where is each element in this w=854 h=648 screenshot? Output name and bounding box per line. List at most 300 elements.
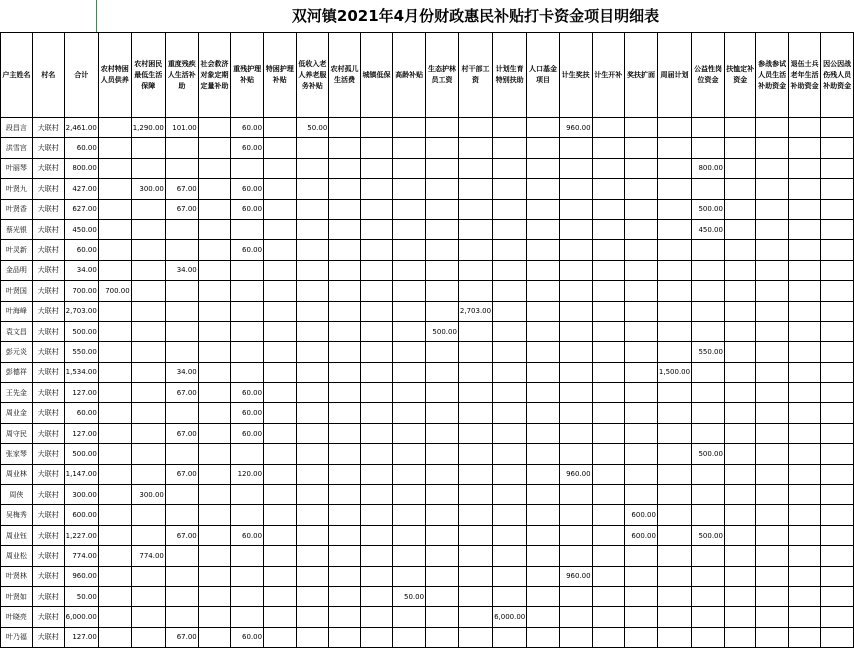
amount-cell[interactable] (592, 383, 624, 403)
amount-cell[interactable] (692, 505, 725, 525)
column-header[interactable]: 户主姓名 (1, 33, 33, 118)
amount-cell[interactable] (360, 199, 392, 219)
amount-cell[interactable] (98, 138, 131, 158)
amount-cell[interactable] (98, 444, 131, 464)
amount-cell[interactable] (724, 444, 755, 464)
amount-cell[interactable] (788, 546, 820, 566)
amount-cell[interactable] (264, 362, 296, 382)
amount-cell[interactable] (231, 586, 264, 606)
amount-cell[interactable] (329, 321, 360, 341)
amount-cell[interactable] (198, 342, 230, 362)
householder-name-cell[interactable]: 叶海峰 (1, 301, 33, 321)
amount-cell[interactable] (264, 342, 296, 362)
amount-cell[interactable] (657, 240, 691, 260)
amount-cell[interactable] (426, 138, 459, 158)
householder-name-cell[interactable]: 彭德祥 (1, 362, 33, 382)
amount-cell[interactable] (559, 179, 592, 199)
amount-cell[interactable] (131, 199, 165, 219)
amount-cell[interactable] (756, 505, 788, 525)
amount-cell[interactable]: 60.00 (231, 240, 264, 260)
village-cell[interactable]: 大联村 (32, 118, 64, 138)
amount-cell[interactable]: 960.00 (559, 566, 592, 586)
amount-cell[interactable] (296, 260, 329, 280)
amount-cell[interactable] (198, 383, 230, 403)
total-cell[interactable]: 60.00 (64, 240, 98, 260)
amount-cell[interactable] (592, 240, 624, 260)
amount-cell[interactable] (592, 219, 624, 239)
amount-cell[interactable] (724, 158, 755, 178)
village-cell[interactable]: 大联村 (32, 281, 64, 301)
amount-cell[interactable]: 6,000.00 (493, 607, 527, 627)
amount-cell[interactable] (98, 240, 131, 260)
total-cell[interactable]: 1,227.00 (64, 525, 98, 545)
amount-cell[interactable]: 960.00 (559, 464, 592, 484)
amount-cell[interactable] (692, 301, 725, 321)
amount-cell[interactable] (527, 403, 559, 423)
village-cell[interactable]: 大联村 (32, 383, 64, 403)
amount-cell[interactable] (458, 179, 492, 199)
amount-cell[interactable] (625, 383, 658, 403)
amount-cell[interactable] (329, 138, 360, 158)
amount-cell[interactable] (360, 525, 392, 545)
amount-cell[interactable] (625, 321, 658, 341)
amount-cell[interactable] (559, 138, 592, 158)
amount-cell[interactable] (131, 505, 165, 525)
amount-cell[interactable] (493, 301, 527, 321)
amount-cell[interactable] (198, 240, 230, 260)
amount-cell[interactable] (657, 607, 691, 627)
amount-cell[interactable] (296, 464, 329, 484)
amount-cell[interactable] (296, 607, 329, 627)
village-cell[interactable]: 大联村 (32, 444, 64, 464)
amount-cell[interactable] (458, 525, 492, 545)
amount-cell[interactable] (360, 118, 392, 138)
total-cell[interactable]: 960.00 (64, 566, 98, 586)
amount-cell[interactable] (264, 118, 296, 138)
amount-cell[interactable] (329, 260, 360, 280)
amount-cell[interactable] (821, 179, 854, 199)
total-cell[interactable]: 550.00 (64, 342, 98, 362)
amount-cell[interactable] (592, 464, 624, 484)
amount-cell[interactable] (198, 586, 230, 606)
amount-cell[interactable] (231, 342, 264, 362)
amount-cell[interactable] (756, 219, 788, 239)
amount-cell[interactable]: 67.00 (165, 423, 198, 443)
amount-cell[interactable] (360, 546, 392, 566)
amount-cell[interactable] (527, 362, 559, 382)
amount-cell[interactable] (756, 342, 788, 362)
householder-name-cell[interactable]: 周业钰 (1, 525, 33, 545)
householder-name-cell[interactable]: 王先金 (1, 383, 33, 403)
amount-cell[interactable] (458, 546, 492, 566)
amount-cell[interactable] (426, 464, 459, 484)
amount-cell[interactable] (592, 321, 624, 341)
amount-cell[interactable]: 500.00 (692, 444, 725, 464)
amount-cell[interactable] (821, 281, 854, 301)
amount-cell[interactable] (98, 525, 131, 545)
amount-cell[interactable] (329, 444, 360, 464)
amount-cell[interactable] (296, 281, 329, 301)
amount-cell[interactable] (329, 525, 360, 545)
amount-cell[interactable]: 67.00 (165, 464, 198, 484)
amount-cell[interactable] (165, 586, 198, 606)
column-header[interactable]: 合计 (64, 33, 98, 118)
amount-cell[interactable]: 60.00 (231, 383, 264, 403)
amount-cell[interactable] (559, 260, 592, 280)
amount-cell[interactable] (131, 403, 165, 423)
amount-cell[interactable] (264, 546, 296, 566)
amount-cell[interactable] (231, 362, 264, 382)
total-cell[interactable]: 2,461.00 (64, 118, 98, 138)
amount-cell[interactable] (724, 464, 755, 484)
amount-cell[interactable] (527, 179, 559, 199)
amount-cell[interactable] (458, 566, 492, 586)
amount-cell[interactable] (165, 240, 198, 260)
amount-cell[interactable] (493, 464, 527, 484)
column-header[interactable]: 扶恤定补资金 (724, 33, 755, 118)
column-header[interactable]: 计划生育特别扶助 (493, 33, 527, 118)
village-cell[interactable]: 大联村 (32, 566, 64, 586)
amount-cell[interactable] (625, 566, 658, 586)
amount-cell[interactable] (756, 362, 788, 382)
amount-cell[interactable] (493, 138, 527, 158)
amount-cell[interactable] (458, 281, 492, 301)
amount-cell[interactable] (625, 444, 658, 464)
village-cell[interactable]: 大联村 (32, 546, 64, 566)
amount-cell[interactable] (198, 505, 230, 525)
amount-cell[interactable] (821, 199, 854, 219)
amount-cell[interactable] (131, 566, 165, 586)
amount-cell[interactable] (493, 260, 527, 280)
amount-cell[interactable] (788, 260, 820, 280)
householder-name-cell[interactable]: 袁文昌 (1, 321, 33, 341)
amount-cell[interactable] (527, 464, 559, 484)
amount-cell[interactable] (493, 118, 527, 138)
amount-cell[interactable] (592, 260, 624, 280)
total-cell[interactable]: 800.00 (64, 158, 98, 178)
amount-cell[interactable] (329, 301, 360, 321)
amount-cell[interactable] (393, 362, 426, 382)
amount-cell[interactable] (393, 566, 426, 586)
amount-cell[interactable] (426, 485, 459, 505)
amount-cell[interactable] (296, 301, 329, 321)
amount-cell[interactable] (393, 546, 426, 566)
amount-cell[interactable] (592, 485, 624, 505)
amount-cell[interactable] (821, 260, 854, 280)
amount-cell[interactable] (131, 444, 165, 464)
amount-cell[interactable] (625, 260, 658, 280)
amount-cell[interactable] (788, 383, 820, 403)
village-cell[interactable]: 大联村 (32, 362, 64, 382)
amount-cell[interactable] (360, 342, 392, 362)
amount-cell[interactable] (165, 444, 198, 464)
amount-cell[interactable] (625, 586, 658, 606)
amount-cell[interactable] (493, 525, 527, 545)
amount-cell[interactable] (329, 240, 360, 260)
village-cell[interactable]: 大联村 (32, 423, 64, 443)
amount-cell[interactable] (296, 505, 329, 525)
amount-cell[interactable] (360, 219, 392, 239)
column-header[interactable]: 村名 (32, 33, 64, 118)
amount-cell[interactable] (231, 444, 264, 464)
amount-cell[interactable] (231, 505, 264, 525)
amount-cell[interactable] (393, 118, 426, 138)
amount-cell[interactable] (393, 301, 426, 321)
amount-cell[interactable] (329, 586, 360, 606)
amount-cell[interactable] (198, 219, 230, 239)
total-cell[interactable]: 500.00 (64, 321, 98, 341)
householder-name-cell[interactable]: 叶贤香 (1, 199, 33, 219)
village-cell[interactable]: 大联村 (32, 403, 64, 423)
amount-cell[interactable] (493, 403, 527, 423)
amount-cell[interactable] (625, 240, 658, 260)
amount-cell[interactable] (393, 138, 426, 158)
householder-name-cell[interactable]: 洪雪宫 (1, 138, 33, 158)
amount-cell[interactable] (559, 423, 592, 443)
amount-cell[interactable] (329, 281, 360, 301)
column-header[interactable]: 生态护林员工资 (426, 33, 459, 118)
amount-cell[interactable] (625, 158, 658, 178)
amount-cell[interactable] (329, 383, 360, 403)
amount-cell[interactable] (821, 362, 854, 382)
amount-cell[interactable]: 67.00 (165, 627, 198, 647)
village-cell[interactable]: 大联村 (32, 240, 64, 260)
amount-cell[interactable] (296, 383, 329, 403)
amount-cell[interactable] (264, 423, 296, 443)
amount-cell[interactable] (625, 138, 658, 158)
amount-cell[interactable] (231, 158, 264, 178)
amount-cell[interactable] (788, 118, 820, 138)
amount-cell[interactable] (692, 118, 725, 138)
amount-cell[interactable] (296, 321, 329, 341)
amount-cell[interactable] (493, 199, 527, 219)
amount-cell[interactable] (360, 403, 392, 423)
amount-cell[interactable] (426, 301, 459, 321)
amount-cell[interactable] (692, 179, 725, 199)
amount-cell[interactable] (657, 444, 691, 464)
amount-cell[interactable] (788, 566, 820, 586)
amount-cell[interactable] (493, 485, 527, 505)
amount-cell[interactable] (198, 281, 230, 301)
householder-name-cell[interactable]: 叶贤国 (1, 281, 33, 301)
amount-cell[interactable] (393, 607, 426, 627)
amount-cell[interactable] (756, 199, 788, 219)
amount-cell[interactable] (426, 607, 459, 627)
amount-cell[interactable] (724, 240, 755, 260)
amount-cell[interactable] (493, 321, 527, 341)
amount-cell[interactable] (131, 586, 165, 606)
amount-cell[interactable] (198, 138, 230, 158)
amount-cell[interactable] (592, 118, 624, 138)
amount-cell[interactable] (296, 546, 329, 566)
amount-cell[interactable] (756, 546, 788, 566)
amount-cell[interactable] (458, 485, 492, 505)
amount-cell[interactable] (527, 158, 559, 178)
amount-cell[interactable] (98, 566, 131, 586)
amount-cell[interactable] (165, 281, 198, 301)
householder-name-cell[interactable]: 周守民 (1, 423, 33, 443)
amount-cell[interactable] (360, 362, 392, 382)
amount-cell[interactable] (657, 118, 691, 138)
amount-cell[interactable] (724, 383, 755, 403)
amount-cell[interactable] (296, 342, 329, 362)
amount-cell[interactable]: 60.00 (231, 627, 264, 647)
amount-cell[interactable]: 67.00 (165, 179, 198, 199)
amount-cell[interactable] (821, 423, 854, 443)
total-cell[interactable]: 6,000.00 (64, 607, 98, 627)
amount-cell[interactable] (657, 485, 691, 505)
amount-cell[interactable] (264, 138, 296, 158)
amount-cell[interactable] (360, 321, 392, 341)
village-cell[interactable]: 大联村 (32, 342, 64, 362)
householder-name-cell[interactable]: 张家琴 (1, 444, 33, 464)
amount-cell[interactable] (329, 118, 360, 138)
column-header[interactable]: 城镇低保 (360, 33, 392, 118)
village-cell[interactable]: 大联村 (32, 158, 64, 178)
amount-cell[interactable]: 550.00 (692, 342, 725, 362)
amount-cell[interactable] (692, 566, 725, 586)
amount-cell[interactable] (756, 586, 788, 606)
amount-cell[interactable] (329, 464, 360, 484)
householder-name-cell[interactable]: 周业松 (1, 546, 33, 566)
amount-cell[interactable] (98, 118, 131, 138)
amount-cell[interactable] (296, 444, 329, 464)
amount-cell[interactable] (426, 118, 459, 138)
amount-cell[interactable] (264, 607, 296, 627)
amount-cell[interactable]: 50.00 (393, 586, 426, 606)
column-header[interactable]: 计生开补 (592, 33, 624, 118)
amount-cell[interactable] (198, 158, 230, 178)
column-header[interactable]: 农村困民最低生活保障 (131, 33, 165, 118)
amount-cell[interactable] (527, 444, 559, 464)
amount-cell[interactable]: 67.00 (165, 525, 198, 545)
amount-cell[interactable] (296, 485, 329, 505)
amount-cell[interactable] (264, 240, 296, 260)
amount-cell[interactable] (788, 403, 820, 423)
amount-cell[interactable] (131, 383, 165, 403)
amount-cell[interactable] (296, 525, 329, 545)
column-header[interactable]: 参战参试人员生活补助资金 (756, 33, 788, 118)
amount-cell[interactable] (788, 444, 820, 464)
amount-cell[interactable] (821, 118, 854, 138)
amount-cell[interactable] (426, 342, 459, 362)
amount-cell[interactable] (296, 362, 329, 382)
amount-cell[interactable] (657, 383, 691, 403)
amount-cell[interactable] (756, 138, 788, 158)
amount-cell[interactable]: 300.00 (131, 179, 165, 199)
amount-cell[interactable] (360, 158, 392, 178)
amount-cell[interactable] (657, 505, 691, 525)
amount-cell[interactable] (527, 607, 559, 627)
householder-name-cell[interactable]: 段昌言 (1, 118, 33, 138)
amount-cell[interactable] (98, 546, 131, 566)
amount-cell[interactable] (527, 219, 559, 239)
amount-cell[interactable] (131, 342, 165, 362)
amount-cell[interactable] (360, 586, 392, 606)
amount-cell[interactable] (198, 403, 230, 423)
amount-cell[interactable] (657, 546, 691, 566)
amount-cell[interactable] (493, 342, 527, 362)
amount-cell[interactable] (165, 546, 198, 566)
amount-cell[interactable] (131, 301, 165, 321)
amount-cell[interactable] (724, 301, 755, 321)
amount-cell[interactable] (756, 321, 788, 341)
amount-cell[interactable] (393, 342, 426, 362)
amount-cell[interactable] (360, 383, 392, 403)
amount-cell[interactable]: 60.00 (231, 118, 264, 138)
amount-cell[interactable] (426, 199, 459, 219)
amount-cell[interactable] (724, 525, 755, 545)
amount-cell[interactable] (98, 383, 131, 403)
amount-cell[interactable] (98, 403, 131, 423)
amount-cell[interactable] (131, 260, 165, 280)
amount-cell[interactable] (426, 362, 459, 382)
amount-cell[interactable] (692, 281, 725, 301)
amount-cell[interactable] (198, 546, 230, 566)
amount-cell[interactable] (527, 138, 559, 158)
householder-name-cell[interactable]: 叶丽琴 (1, 158, 33, 178)
village-cell[interactable]: 大联村 (32, 321, 64, 341)
amount-cell[interactable] (198, 464, 230, 484)
amount-cell[interactable] (98, 464, 131, 484)
amount-cell[interactable] (756, 260, 788, 280)
amount-cell[interactable] (592, 525, 624, 545)
amount-cell[interactable] (360, 281, 392, 301)
total-cell[interactable]: 2,703.00 (64, 301, 98, 321)
amount-cell[interactable] (198, 485, 230, 505)
village-cell[interactable]: 大联村 (32, 607, 64, 627)
amount-cell[interactable] (592, 586, 624, 606)
amount-cell[interactable] (788, 240, 820, 260)
amount-cell[interactable] (296, 158, 329, 178)
amount-cell[interactable] (198, 607, 230, 627)
amount-cell[interactable] (131, 464, 165, 484)
amount-cell[interactable] (426, 525, 459, 545)
amount-cell[interactable] (426, 423, 459, 443)
amount-cell[interactable] (592, 342, 624, 362)
amount-cell[interactable] (527, 118, 559, 138)
amount-cell[interactable] (98, 505, 131, 525)
amount-cell[interactable] (231, 485, 264, 505)
total-cell[interactable]: 450.00 (64, 219, 98, 239)
amount-cell[interactable] (821, 525, 854, 545)
amount-cell[interactable] (493, 546, 527, 566)
amount-cell[interactable] (821, 138, 854, 158)
amount-cell[interactable]: 60.00 (231, 403, 264, 423)
amount-cell[interactable] (98, 199, 131, 219)
amount-cell[interactable] (559, 321, 592, 341)
amount-cell[interactable] (393, 485, 426, 505)
amount-cell[interactable] (231, 260, 264, 280)
amount-cell[interactable] (692, 546, 725, 566)
amount-cell[interactable] (821, 566, 854, 586)
total-cell[interactable]: 34.00 (64, 260, 98, 280)
amount-cell[interactable] (821, 607, 854, 627)
amount-cell[interactable] (756, 566, 788, 586)
amount-cell[interactable] (165, 607, 198, 627)
amount-cell[interactable] (559, 546, 592, 566)
amount-cell[interactable] (264, 321, 296, 341)
amount-cell[interactable] (296, 586, 329, 606)
amount-cell[interactable] (264, 586, 296, 606)
village-cell[interactable]: 大联村 (32, 586, 64, 606)
amount-cell[interactable] (131, 240, 165, 260)
amount-cell[interactable] (131, 423, 165, 443)
amount-cell[interactable] (657, 260, 691, 280)
amount-cell[interactable] (98, 423, 131, 443)
amount-cell[interactable] (527, 321, 559, 341)
amount-cell[interactable] (592, 158, 624, 178)
